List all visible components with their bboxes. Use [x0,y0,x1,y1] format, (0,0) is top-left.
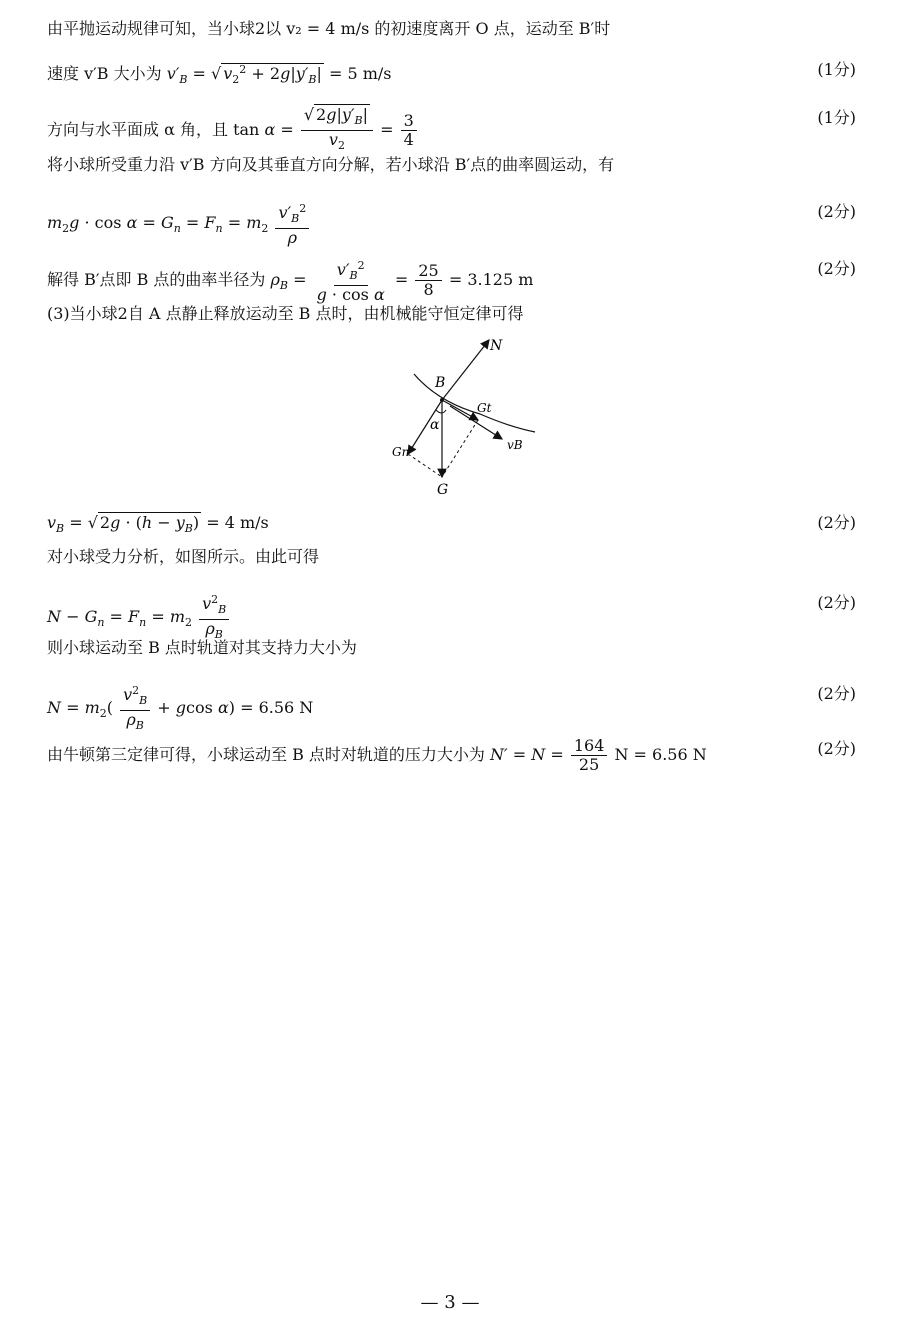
score-5: (2分) [817,202,856,221]
line-6-text: 解得 B′点即 B 点的曲率半径为 [47,270,271,289]
line-8-formula: $v_B$ = √ $2g \cdot (h - y_B) = 4$ m/s [47,513,269,535]
score-8: (2分) [817,513,856,532]
score-6: (2分) [817,259,856,278]
text-line-7 [47,302,878,326]
dashed-line-1 [408,454,442,477]
gt-arrow [442,400,478,420]
text-line-1 [47,17,878,41]
formula-line-3 [47,105,878,152]
formula-line-8 [47,511,878,535]
score-2: (1分) [817,60,856,79]
label-g: G [437,482,449,498]
score-13: (2分) [817,739,856,758]
page-number: — 3 — [420,1292,480,1313]
line-2-text: 速度 v′B 大小为 [47,64,167,83]
formula-line-6 [47,257,878,304]
line-2-formula: $v'_B$ = √ $v_2^2 + 2g|y'_B| = 5$ m/s [166,63,392,86]
line-3-formula: tan α = $\frac{√ 2g|y'_B|}{v_2}$ = $\frac{3}{4}$ [233,120,419,139]
line-13-formula: N′ = N = $\frac{164}{25}$ N = 6.56 N [490,736,707,774]
normal-force-arrow [442,340,489,400]
score-12: (2分) [817,684,856,703]
label-gn: Gn [392,445,410,459]
dashed-line-2 [442,420,478,477]
formula-line-5 [47,200,878,247]
line-7-text: (3)当小球2自 A 点静止释放运动至 B 点时，由机械能守恒定律可得 [47,304,524,323]
formula-line-13 [47,736,878,774]
line-3-text: 方向与水平面成 α 角，且 [47,120,234,139]
label-vb: vB [507,438,523,452]
line-4-text: 将小球所受重力沿 v′B 方向及其垂直方向分解，若小球沿 B′点的曲率圆运动，有 [47,155,615,174]
formula-line-12 [47,682,878,732]
line-11-text: 则小球运动至 B 点时轨道对其支持力大小为 [47,638,357,657]
text-line-4 [47,153,878,177]
label-gt: Gt [477,401,492,415]
formula-line-2 [47,58,878,86]
line-6-formula: $\rho_B$ = $\frac{v'_B^2}{\text{g · cos α}}$ = $\frac{25}{8}$ = 3.125 m [270,259,534,304]
alpha-arc [436,410,446,413]
text-line-11 [47,636,878,660]
formula-line-10 [47,591,878,641]
line-9-text: 对小球受力分析，如图所示。由此可得 [47,547,320,566]
vb-arrow [450,406,502,439]
label-n: N [490,338,503,354]
line-1-text: 由平抛运动规律可知，当小球2以 v₂ = 4 m/s 的初速度离开 O 点，运动至 B′时 [47,19,611,38]
score-3: (1分) [817,108,856,127]
force-diagram [380,332,550,502]
label-alpha: α [430,417,440,433]
line-5-formula: $m_2g \cdot \cos \alpha = G_n = F_n = m_2$ $\frac{v'_B^2}{\rho}$ [47,213,311,232]
text-line-9 [47,545,878,569]
line-13-text: 由牛顿第三定律可得，小球运动至 B 点时对轨道的压力大小为 [47,745,491,764]
point-b [440,398,444,402]
line-10-formula: $N - G_n = F_n = m_2$ $\frac{v^2_B}{\rho_B}$ [47,607,231,626]
score-10: (2分) [817,593,856,612]
line-12-formula: $N = m_2$( $\frac{v^2_B}{\rho_B}$ + gcos α) = 6.56 N [47,684,314,732]
label-b: B [435,375,446,391]
